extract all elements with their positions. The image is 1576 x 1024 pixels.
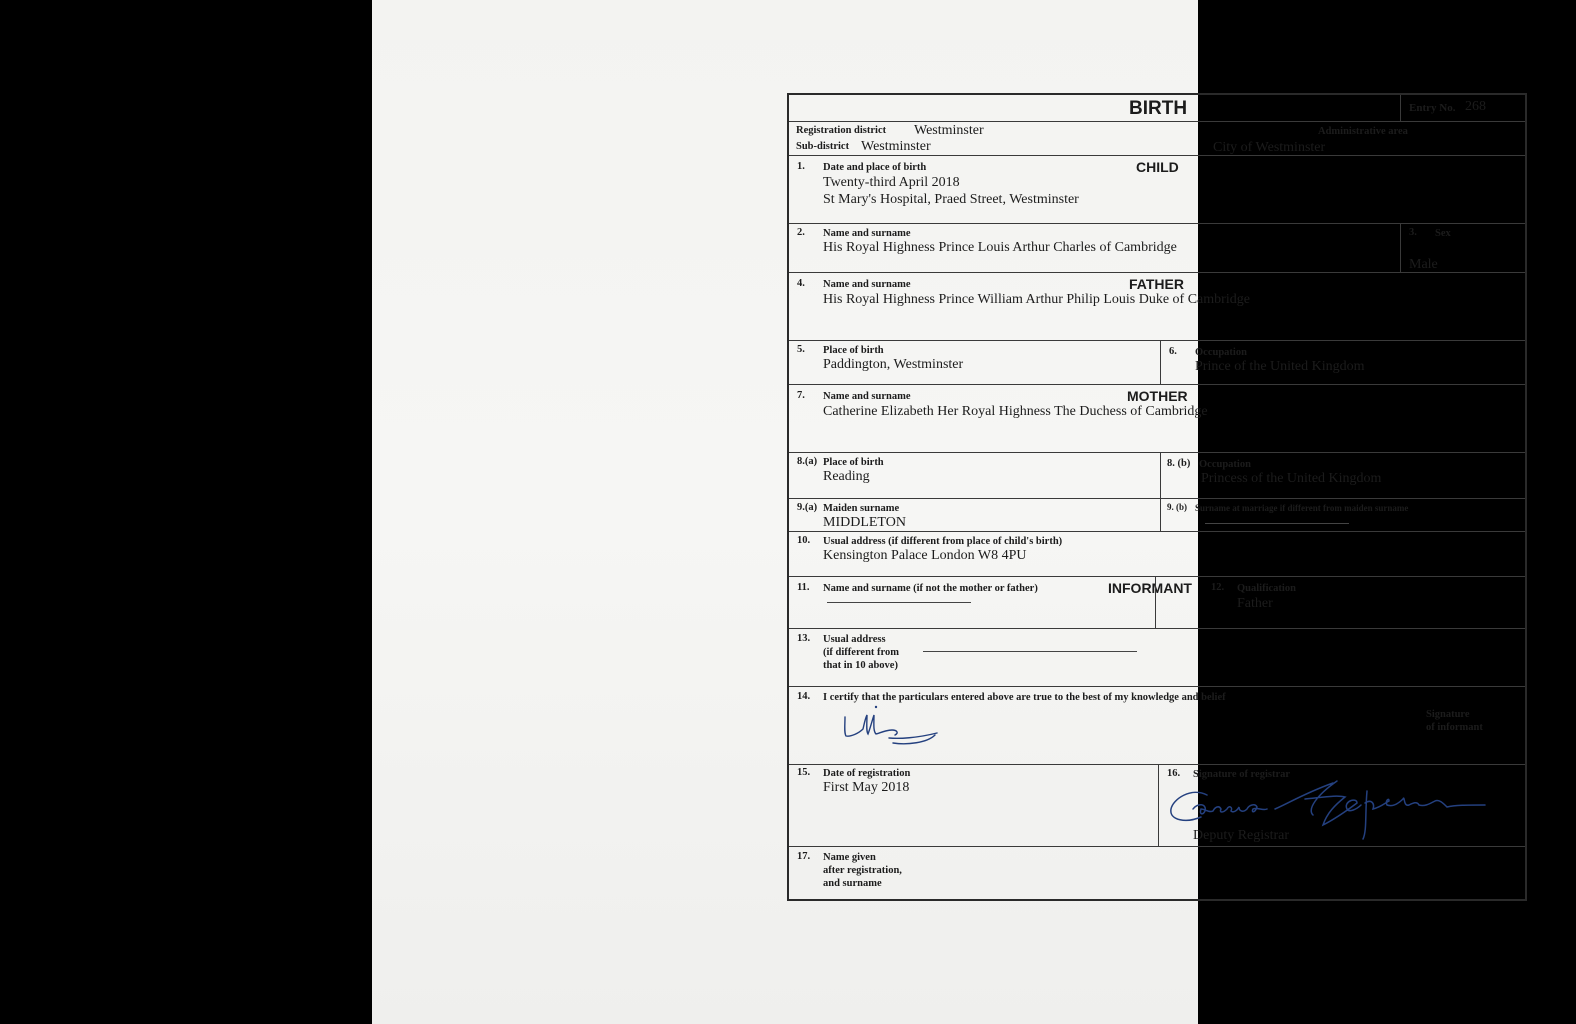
informant-address-blank-line <box>923 651 1137 652</box>
child-section-heading: CHILD <box>1136 159 1179 175</box>
field-12-number: 12. <box>1211 582 1225 593</box>
field-7-label: Name and surname <box>823 391 911 402</box>
child-sex-value: Male <box>1409 257 1438 272</box>
informant-signature <box>837 703 947 753</box>
field-1-label: Date and place of birth <box>823 162 927 173</box>
field-7-number: 7. <box>797 390 805 401</box>
field-4-number: 4. <box>797 278 805 289</box>
registrar-title: Deputy Registrar <box>1193 828 1290 843</box>
field-5-row <box>789 341 1525 385</box>
field-14-row <box>789 687 1525 765</box>
field-6-label: Occupation <box>1195 347 1247 358</box>
mother-name-value: Catherine Elizabeth Her Royal Highness The Duchess of Cambridge <box>823 404 1208 419</box>
field-4-row <box>789 273 1525 341</box>
birth-certificate-form <box>787 93 1527 901</box>
field-9a-label: Maiden surname <box>823 503 900 514</box>
field-13-label-line-3: that in 10 above) <box>823 660 898 671</box>
child-birth-date: Twenty-third April 2018 <box>823 175 960 190</box>
father-name-value: His Royal Highness Prince William Arthur Philip Louis Duke of Cambridge <box>823 292 1250 307</box>
field-13-label-line-2: (if different from <box>823 647 900 658</box>
registration-district-label: Registration district <box>796 125 887 136</box>
mother-occupation-cell <box>1160 453 1525 498</box>
field-9b-label: Surname at marriage if different from maiden surname <box>1195 503 1409 513</box>
field-17-label-line-3: and surname <box>823 878 882 889</box>
entry-label: Entry No. <box>1409 102 1456 114</box>
father-section-heading: FATHER <box>1129 276 1184 292</box>
field-17-row <box>789 847 1525 899</box>
field-13-label-line-1: Usual address <box>823 634 886 645</box>
district-row <box>789 122 1525 156</box>
father-occupation-cell <box>1160 341 1525 384</box>
field-6-number: 6. <box>1169 346 1177 357</box>
field-10-row <box>789 532 1525 577</box>
field-9a-number: 9.(a) <box>797 502 818 513</box>
sex-cell <box>1400 224 1527 272</box>
mother-birthplace-value: Reading <box>823 469 870 484</box>
informant-name-blank-line <box>827 602 971 603</box>
field-3-number: 3. <box>1409 227 1417 238</box>
field-15-label: Date of registration <box>823 768 911 779</box>
field-10-label: Usual address (if different from place of child's birth) <box>823 536 1063 547</box>
field-2-label: Name and surname <box>823 228 911 239</box>
mother-section-heading: MOTHER <box>1127 388 1188 404</box>
qualification-cell <box>1155 577 1525 628</box>
field-17-label-line-1: Name given <box>823 852 876 863</box>
field-8a-number: 8.(a) <box>797 456 818 467</box>
field-2-row <box>789 224 1525 273</box>
administrative-area-label: Administrative area <box>1318 126 1408 137</box>
field-15-row <box>789 765 1525 847</box>
field-13-row <box>789 629 1525 687</box>
qualification-value: Father <box>1237 596 1273 611</box>
signature-of-informant-label-2: of informant <box>1426 722 1483 733</box>
field-13-number: 13. <box>797 633 811 644</box>
father-occupation-value: Prince of the United Kingdom <box>1195 359 1365 374</box>
field-5-label: Place of birth <box>823 345 884 356</box>
registrar-signature-cell <box>1158 765 1525 846</box>
form-title: BIRTH <box>1129 98 1188 119</box>
field-16-number: 16. <box>1167 768 1181 779</box>
field-7-row <box>789 385 1525 453</box>
registrar-signature <box>1167 773 1497 847</box>
field-8b-label: Occupation <box>1199 459 1251 470</box>
field-1-row <box>789 156 1525 224</box>
father-birthplace-value: Paddington, Westminster <box>823 357 964 372</box>
field-15-number: 15. <box>797 767 811 778</box>
field-9b-number: 9. (b) <box>1167 502 1187 512</box>
field-12-label: Qualification <box>1237 583 1296 594</box>
title-row <box>789 95 1525 122</box>
field-8-row <box>789 453 1525 499</box>
signature-of-informant-label-1: Signature <box>1426 709 1470 720</box>
field-9-row <box>789 499 1525 532</box>
child-name-value: His Royal Highness Prince Louis Arthur Charles of Cambridge <box>823 240 1177 255</box>
registration-date-value: First May 2018 <box>823 780 910 795</box>
field-1-number: 1. <box>797 161 805 172</box>
field-8b-number: 8. (b) <box>1167 458 1191 469</box>
administrative-area-value: City of Westminster <box>1213 140 1326 155</box>
sub-district-label: Sub-district <box>796 141 850 152</box>
mother-maiden-surname-value: MIDDLETON <box>823 515 906 530</box>
informant-section-heading: INFORMANT <box>1108 580 1192 596</box>
field-17-number: 17. <box>797 851 811 862</box>
field-14-label: I certify that the particulars entered above are true to the best of my knowledge and belief <box>823 692 1226 703</box>
child-birth-place: St Mary's Hospital, Praed Street, Westminster <box>823 192 1079 207</box>
field-11-row <box>789 577 1525 629</box>
field-2-number: 2. <box>797 227 805 238</box>
sub-district-value: Westminster <box>861 139 931 154</box>
field-5-number: 5. <box>797 344 805 355</box>
mother-occupation-value: Princess of the United Kingdom <box>1201 471 1382 486</box>
field-4-label: Name and surname <box>823 279 911 290</box>
field-11-label: Name and surname (if not the mother or father) <box>823 583 1038 594</box>
field-3-label: Sex <box>1435 228 1451 239</box>
field-10-number: 10. <box>797 535 811 546</box>
field-14-number: 14. <box>797 691 811 702</box>
field-11-number: 11. <box>797 582 810 593</box>
registration-district-value: Westminster <box>914 123 984 138</box>
certificate-paper <box>372 0 1486 1024</box>
usual-address-value: Kensington Palace London W8 4PU <box>823 548 1027 563</box>
surname-at-marriage-cell <box>1160 499 1525 531</box>
surname-at-marriage-blank-line <box>1205 523 1349 524</box>
field-17-label-line-2: after registration, <box>823 865 902 876</box>
field-8a-label: Place of birth <box>823 457 884 468</box>
field-16-label: Signature of registrar <box>1193 769 1291 780</box>
entry-number: 268 <box>1465 99 1486 114</box>
entry-cell <box>1400 95 1527 121</box>
